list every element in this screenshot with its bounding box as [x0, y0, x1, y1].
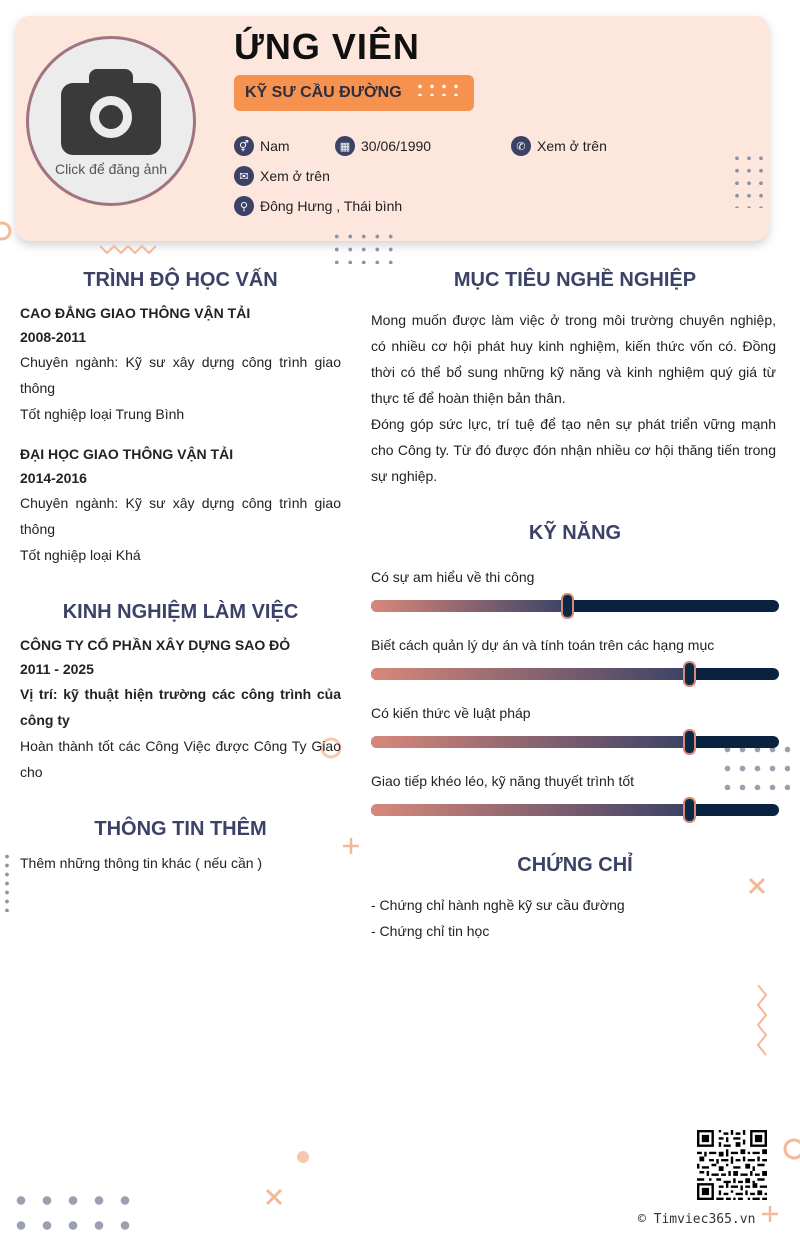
- experience-position: Vị trí: kỹ thuật hiện trường các công trình của công ty: [20, 686, 341, 728]
- skill-bar-fill: [371, 668, 689, 680]
- skill-bar: [371, 668, 779, 680]
- education-title: TRÌNH ĐỘ HỌC VẤN: [83, 269, 278, 291]
- education-period: 2014-2016: [20, 470, 87, 486]
- email-row: [234, 166, 330, 186]
- avatar-upload[interactable]: [26, 36, 196, 206]
- birthday-row: [335, 136, 431, 156]
- copyright-text: © Timviec365.vn: [638, 1212, 756, 1227]
- gender-row: [234, 136, 290, 156]
- mail-icon: ✉: [234, 166, 254, 186]
- experience-period: 2011 - 2025: [20, 661, 94, 677]
- avatar-upload-label: Click để đăng ảnh: [54, 161, 168, 177]
- gender-icon: ⚥: [234, 136, 254, 156]
- candidate-name: ỨNG VIÊN: [234, 26, 420, 67]
- cross-decoration: [264, 1187, 284, 1207]
- dots-decoration: [330, 230, 396, 264]
- skills-title: KỸ NĂNG: [528, 522, 622, 544]
- address-row: [234, 196, 402, 216]
- zigzag-decoration: [100, 242, 156, 256]
- education-period: 2008-2011: [20, 329, 87, 345]
- skill-label: Giao tiếp khéo léo, kỹ năng thuyết trình tốt: [371, 773, 635, 789]
- extra-info-text: Thêm những thông tin khác ( nếu cần ): [20, 855, 263, 871]
- education-major: Chuyên ngành: Kỹ sư xây dựng công trình giao thông: [20, 354, 341, 396]
- plus-decoration: [761, 1205, 779, 1223]
- gender-value: Nam: [260, 138, 290, 154]
- extra-info-title: THÔNG TIN THÊM: [94, 818, 267, 840]
- education-school: CAO ĐẲNG GIAO THÔNG VẬN TẢI: [20, 305, 251, 321]
- camera-icon: [61, 69, 161, 155]
- experience-description: Hoàn thành tốt các Công Việc được Công Ty Giao cho: [20, 738, 341, 780]
- skill-bar: [371, 736, 779, 748]
- phone-row: [511, 136, 607, 156]
- zigzag-decoration: [752, 985, 772, 1060]
- phone-icon: ✆: [511, 136, 531, 156]
- certificates-title: CHỨNG CHỈ: [517, 854, 633, 876]
- education-result: Tốt nghiệp loại Khá: [20, 547, 141, 563]
- birthday-value: 30/06/1990: [361, 138, 432, 154]
- education-major: Chuyên ngành: Kỹ sư xây dựng công trình giao thông: [20, 495, 341, 537]
- skill-bar-knob: [561, 593, 574, 619]
- phone-value: Xem ở trên: [537, 138, 607, 154]
- location-pin-icon: ⚲: [234, 196, 254, 216]
- experience-title: KINH NGHIỆM LÀM VIỆC: [62, 601, 299, 623]
- email-value: Xem ở trên: [260, 168, 330, 184]
- skill-bar-fill: [371, 600, 567, 612]
- skill-bar-fill: [371, 804, 689, 816]
- skill-bar: [371, 804, 779, 816]
- education-result: Tốt nghiệp loại Trung Bình: [20, 406, 185, 422]
- skill-bar-knob: [683, 661, 696, 687]
- circle-decoration: [0, 220, 14, 242]
- calendar-icon: ▦: [335, 136, 355, 156]
- objective-paragraph: Mong muốn được làm việc ở trong môi trường chuyên nghiệp, có nhiều cơ hội phát huy kinh nghiệm, kiến thức vốn có. Đồng thời có thể bổ sung những kỹ năng và kinh nghiệm quý giá từ thực tế để hoàn thiện bản thân.: [371, 312, 776, 406]
- objective-title: MỤC TIÊU NGHỀ NGHIỆP: [453, 269, 697, 291]
- skill-bar: [371, 600, 779, 612]
- skill-label: Biết cách quản lý dự án và tính toán trên các hạng mục: [371, 637, 715, 653]
- dots-decoration: [3, 852, 13, 912]
- dots-decoration: [731, 152, 767, 208]
- dot-decoration: [296, 1150, 310, 1164]
- experience-company: CÔNG TY CỔ PHẦN XÂY DỰNG SAO ĐỎ: [20, 637, 291, 653]
- education-school: ĐẠI HỌC GIAO THÔNG VẬN TẢI: [20, 446, 234, 462]
- certificate-item: - Chứng chỉ tin học: [371, 923, 490, 939]
- address-value: Đông Hưng , Thái bình: [260, 198, 403, 214]
- circle-decoration: [781, 1136, 800, 1162]
- skill-bar-knob: [683, 729, 696, 755]
- skill-bar-knob: [683, 797, 696, 823]
- plus-decoration: [342, 837, 360, 855]
- skill-label: Có kiến thức về luật pháp: [371, 705, 531, 721]
- dots-decoration: [8, 1188, 136, 1235]
- objective-paragraph: Đóng góp sức lực, trí tuệ để tạo nên sự phát triển vững mạnh cho Công ty. Từ đó được đón nhận nhiều cơ hội thăng tiến trong sự nghiệp.: [371, 416, 776, 484]
- skill-label: Có sự am hiểu về thi công: [371, 569, 535, 585]
- certificate-item: - Chứng chỉ hành nghề kỹ sư cầu đường: [371, 897, 625, 913]
- qr-code-icon: [697, 1130, 767, 1200]
- skill-bar-fill: [371, 736, 689, 748]
- badge-dots-decoration: [414, 82, 466, 96]
- job-title-badge: KỸ SƯ CẦU ĐƯỜNG: [234, 75, 474, 111]
